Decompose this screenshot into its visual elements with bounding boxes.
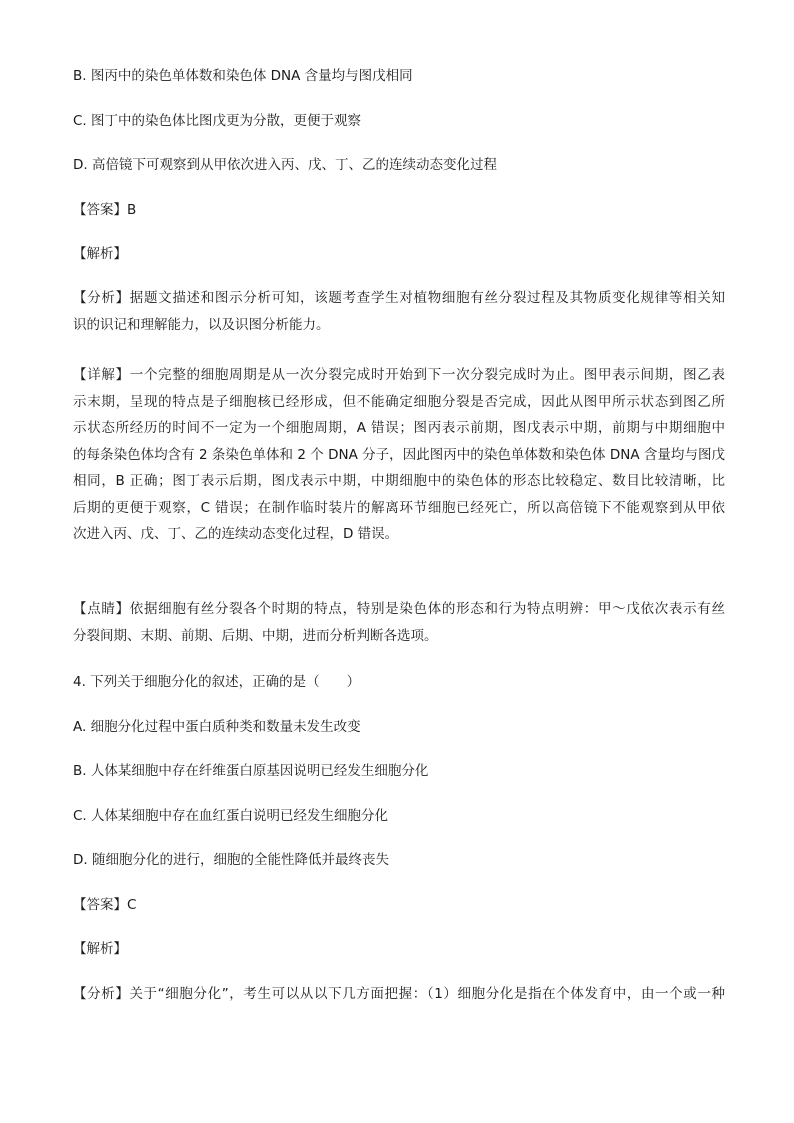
q3-option-b: B. 图丙中的染色单体数和染色体 DNA 含量均与图戊相同	[73, 68, 413, 84]
paragraph-line: 识的识记和理解能力，以及识图分析能力。	[73, 316, 330, 333]
q4-option-a: A. 细胞分化过程中蛋白质种类和数量未发生改变	[73, 719, 361, 735]
paragraph-line: 后期的更便于观察，C 错误；在制作临时装片的解离环节细胞已经死亡，所以高倍镜下不能观察到从甲依	[73, 499, 725, 516]
q3-answer	[73, 200, 725, 220]
paragraph-line: 相同，B 正确；图丁表示后期，图戊表示中期，中期细胞中的染色体的形态比较稳定、数目比较清晰，比	[73, 473, 725, 489]
paragraph-line: 分裂间期、末期、前期、后期、中期，进而分析判断各选项。	[73, 627, 438, 644]
q3-analysis-heading: 【解析】	[73, 246, 127, 262]
answer-value: C	[127, 897, 137, 913]
answer-value: B	[127, 202, 137, 218]
answer-tag: 【答案】	[73, 202, 127, 218]
paragraph-line: 次进入丙、戊、丁、乙的连续动态变化过程，D 错误。	[73, 526, 399, 542]
q3-xiangjie-paragraph	[73, 362, 725, 548]
q4-answer	[73, 895, 725, 915]
q3-fenxi-paragraph	[73, 285, 725, 338]
paragraph-line: 【分析】关于“细胞分化”，考生可以从以下几方面把握：（1）细胞分化是指在个体发育中，由一个或一种	[73, 986, 725, 1002]
paragraph-line: 【点睛】依据细胞有丝分裂各个时期的特点，特别是染色体的形态和行为特点明辨：甲～戊依次表示有丝	[73, 601, 725, 617]
answer-tag: 【答案】	[73, 897, 127, 913]
q4-fenxi-paragraph	[73, 981, 725, 1008]
q3-option-c: C. 图丁中的染色体比图戊更为分散，更便于观察	[73, 113, 362, 129]
q4-option-d: D. 随细胞分化的进行，细胞的全能性降低并最终丧失	[73, 852, 389, 868]
q4-stem: 4. 下列关于细胞分化的叙述，正确的是（ ）	[73, 674, 361, 690]
q4-option-c: C. 人体某细胞中存在血红蛋白说明已经发生细胞分化	[73, 808, 389, 824]
q3-dianjing-paragraph	[73, 596, 725, 649]
paragraph-line: 示末期，呈现的特点是子细胞核已经形成，但不能确定细胞分裂是否完成，因此从图甲所示状态到图乙所	[73, 393, 725, 410]
q4-option-b: B. 人体某细胞中存在纤维蛋白原基因说明已经发生细胞分化	[73, 763, 429, 779]
paragraph-line: 【分析】据题文描述和图示分析可知，该题考查学生对植物细胞有丝分裂过程及其物质变化规律等相关知	[73, 290, 725, 306]
paragraph-line: 的每条染色体均含有 2 条染色单体和 2 个 DNA 分子，因此图丙中的染色单体数和染色体 DNA 含量均与图戊	[73, 446, 725, 463]
q4-analysis-heading: 【解析】	[73, 941, 127, 957]
paragraph-line: 【详解】一个完整的细胞周期是从一次分裂完成时开始到下一次分裂完成时为止。图甲表示间期，图乙表	[73, 367, 725, 383]
q3-option-d: D. 高倍镜下可观察到从甲依次进入丙、戊、丁、乙的连续动态变化过程	[73, 157, 497, 173]
paragraph-line: 示状态所经历的时间不一定为一个细胞周期，A 错误；图丙表示前期，图戊表示中期，前期与中期细胞中	[73, 420, 725, 436]
